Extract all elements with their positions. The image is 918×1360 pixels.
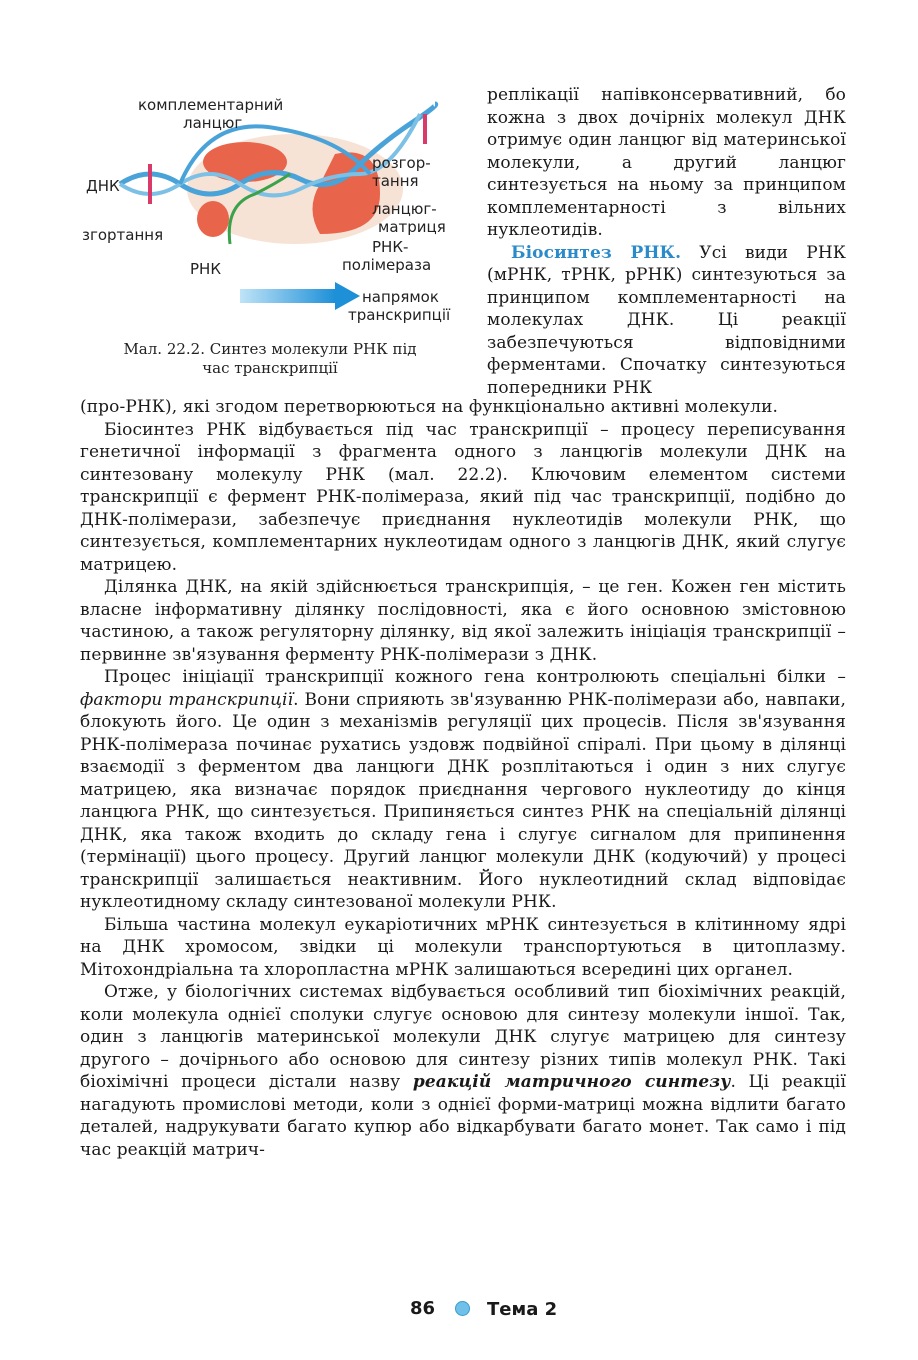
- label-dna: ДНК: [86, 177, 120, 195]
- paragraph-rna-biosynthesis-text: Усі види РНК (мРНК, тРНК, рРНК) синтезуються за принципом комплементарності на молекулах ДНК. Ці реакції забезпечуються відповідними ферментами. Спочатку синтезуються попередники РНК: [487, 242, 846, 398]
- label-untwisting: розгор-: [372, 154, 431, 172]
- section-heading-rna-biosynthesis: Біосинтез РНК.: [511, 242, 682, 263]
- paragraph-initiation: [80, 666, 846, 914]
- paragraph-matrix-synthesis-b: . Ці реакції нагадують промислові методи, коли з однієї форми-матриці можна відлити багато деталей, надрукувати багато купюр або відкарбувати багато монет. Так само і під час реакцій матрич-: [80, 1072, 846, 1160]
- label-chain: ланцюг: [183, 114, 243, 132]
- term-matrix-synthesis: реакцій матричного синтезу: [412, 1072, 731, 1092]
- paragraph-rna-biosynthesis: [487, 242, 846, 400]
- bullet-dot-icon: [455, 1301, 470, 1316]
- label-twisting: згортання: [82, 226, 164, 244]
- label-template-2: матриця: [378, 218, 446, 236]
- label-template: ланцюг-: [372, 200, 437, 218]
- figure-caption: [80, 340, 460, 378]
- paragraph-continuation: (про-РНК), які згодом перетворюються на функціонально активні молекули.: [80, 397, 778, 417]
- paragraph-eukaryotic-mrna: Більша частина молекул еукаріотичних мРНК синтезується в клітинному ядрі на ДНК хромосом, звідки ці молекули транспортуються в цитоплазму. Мітохондріальна та хлоропластна мРНК залишаються всередині цих органел.: [80, 914, 846, 980]
- page-number: 86: [410, 1298, 436, 1319]
- paragraph-replication: реплікації напівконсервативний, бо кожна з двох дочірніх молекул ДНК отримує один ланцюг від материнської молекули, а другий ланцюг синтезується на ньому за принципом комплементарності з вільних нуклеотидів.: [487, 85, 846, 240]
- paragraph-initiation-a: Процес ініціації транскрипції кожного гена контролюють спеціальні білки –: [104, 667, 846, 687]
- paragraph-gene: Ділянка ДНК, на якій здійснюється транскрипція, – це ген. Кожен ген містить власне інформативну ділянку послідовності, яка є його основною змістовною частиною, а також регуляторну ділянку, від якої залежить ініціація транскрипції – первинне зв'язування ферменту РНК-полімерази з ДНК.: [80, 577, 846, 665]
- label-direction: напрямок: [362, 288, 439, 306]
- term-transcription-factors: фактори транскрипції: [80, 689, 294, 710]
- label-direction-2: транскрипції: [348, 306, 451, 324]
- caption-line-2: час транскрипції: [202, 359, 338, 377]
- label-untwisting-2: тання: [372, 172, 419, 190]
- paragraph-transcription: Біосинтез РНК відбувається під час транскрипції – процесу переписування генетичної інформації з фрагмента одного з ланцюгів молекули ДНК на синтезовану молекулу РНК (мал. 22.2). Ключовим елементом системи транскрипції є фермент РНК-полімераза, який під час транскрипції, подібно до ДНК-полімерази, забезпечує приєднання нуклеотидів молекули РНК, що синтезується, комплементарних нуклеотидам одного з ланцюгів ДНК, який слугує матрицею.: [80, 419, 846, 575]
- paragraph-matrix-synthesis: [80, 981, 846, 1161]
- direction-arrow-shaft: [240, 289, 335, 303]
- caption-line-1: Мал. 22.2. Синтез молекули РНК під: [123, 340, 417, 358]
- label-rna-polymerase: РНК-: [372, 238, 409, 256]
- right-column: [487, 84, 846, 399]
- transcription-figure: [80, 84, 460, 384]
- main-text: [80, 396, 846, 1161]
- paragraph-initiation-b: . Вони сприяють зв'язуванню РНК-полімерази або, навпаки, блокують його. Це один з механізмів регуляції цих процесів. Після зв'язування РНК-полімераза починає рухатись уздовж подвійної спіралі. При цьому в ділянці взаємодії з ферментом два ланцюги ДНК розплітаються і один з них слугує матрицею, яка визначає порядок приєднання чергового нуклеотиду до кінця ланцюга РНК, що синтезується. Припиняється синтез РНК на спеціальній ділянці ДНК, яка також входить до складу гена і слугує сигналом для припинення (термінації) цього процесу. Другий ланцюг молекули ДНК (кодуючий) у процесі транскрипції залишається неактивним. Його нуклеотидний склад відповідає нуклеотидному складу синтезованої молекули РНК.: [80, 689, 846, 912]
- paragraph-matrix-synthesis-a: Отже, у біологічних системах відбувається особливий тип біохімічних реакцій, коли молекула однієї сполуки слугує основою для синтезу молекули іншої. Так, один з ланцюгів материнської молекули ДНК слугує матрицею для синтезу другого – дочірнього або основою для синтезу різних типів молекул РНК. Такі біохімічні процеси дістали назву: [80, 982, 846, 1092]
- label-complementary: комплементарний: [138, 96, 284, 114]
- enzyme-lobe-left: [197, 201, 229, 237]
- topic-label: Тема 2: [487, 1299, 558, 1320]
- label-rna-polymerase-2: полімераза: [342, 256, 432, 274]
- label-rna: РНК: [190, 260, 221, 278]
